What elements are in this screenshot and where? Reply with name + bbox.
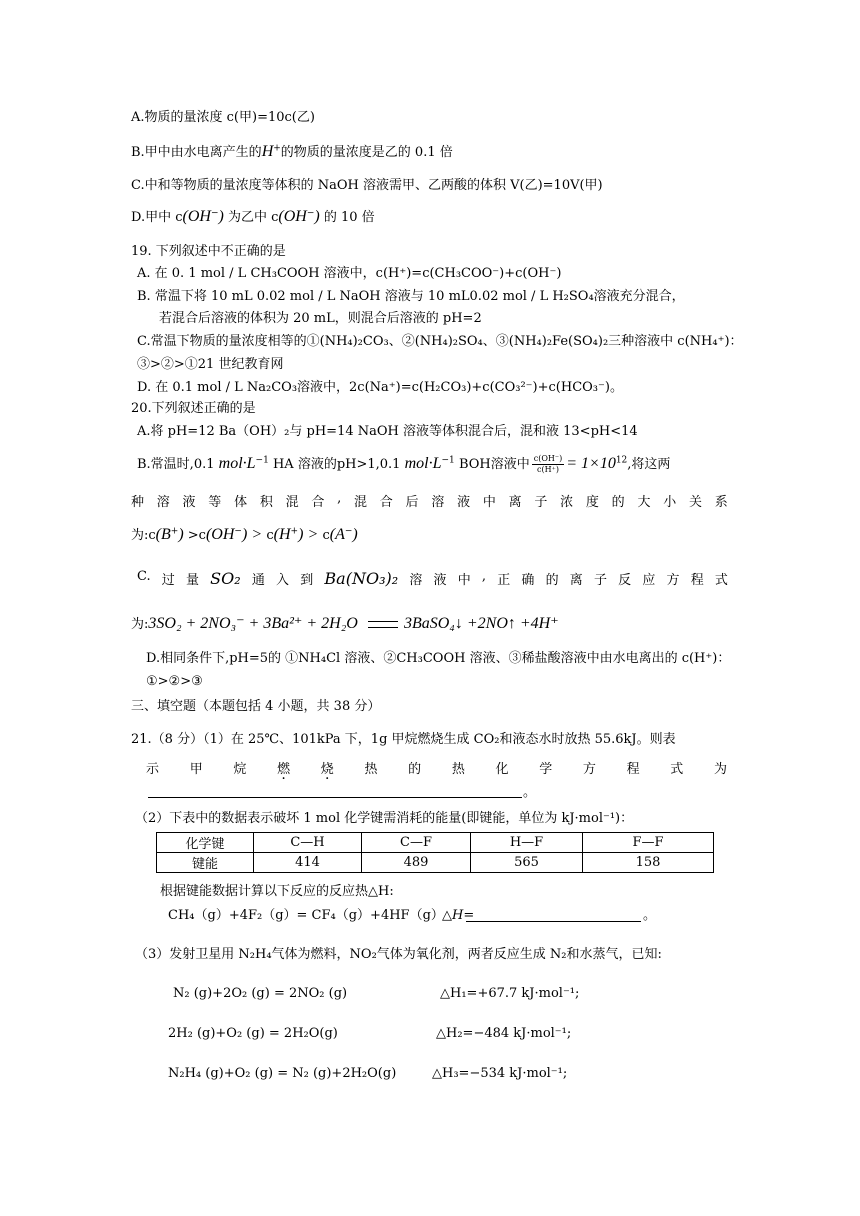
q18-option-d-ion-1: OH (187, 208, 211, 225)
q21-part2-equation: CH₄（g）+4F₂（g）= CF₄（g）+4HF（g） (168, 908, 444, 923)
q20-c-eq-lhs: 3SO₂ + 2NO₃⁻ + 3Ba²⁺ + 2H₂O (148, 615, 358, 632)
thermo-equation-1: N₂ (g)+2O₂ (g) = 2NO₂ (g) (173, 986, 348, 1001)
q20-b-word: 系 (714, 495, 728, 510)
q18-option-b-ion: H (261, 143, 274, 160)
q20-b-word: 后 (405, 495, 419, 510)
q18-option-d-mid: 为乙中 c (227, 210, 279, 225)
table-cell: 489 (362, 853, 471, 873)
q19-option-b-line1: B. 常温下将 10 mL 0.02 mol / L NaOH 溶液与 10 mL0.02 mol / L H₂SO₄溶液充分混合， (137, 289, 685, 304)
q19-option-c-line1: C.常温下物质的量浓度相等的①(NH₄)₂CO₃、②(NH₄)₂SO₄、③(NH₄)₂Fe(SO₄)₂三种溶液中 c(NH₄⁺)： (137, 334, 743, 349)
q18-option-b: B.甲中由水电离产生的H+的物质的量浓度是乙的 0.1 倍 (131, 143, 453, 160)
q18-option-a: A.物质的量浓度 c(甲)=10c(乙) (131, 110, 315, 125)
q20-b-word: 混 (354, 495, 368, 510)
q19-option-b-line2: 若混合后溶液的体积为 20 mL，则混合后溶液的 pH=2 (159, 311, 482, 326)
thermo-equation-3: N₂H₄ (g)+O₂ (g) = N₂ (g)+2H₂O(g) (168, 1066, 397, 1081)
q20-b-part3: BOH溶液中 (458, 457, 530, 472)
q21-part2-calc: 根据键能数据计算以下反应的反应热△H: (160, 884, 394, 899)
q20-c-word: 程 (690, 573, 704, 588)
q21-word: 学 (539, 762, 553, 777)
q21-word: 烧 · (321, 758, 334, 777)
table-cell: 565 (471, 853, 583, 873)
q20-c-word: 应 (642, 573, 656, 588)
q20-option-a: A.将 pH=12 Ba（OH）₂与 pH=14 NaOH 溶液等体积混合后，混和液 13<pH<14 (137, 424, 638, 439)
q21-part2-intro: （2）下表中的数据表示破坏 1 mol 化学键需消耗的能量(即键能，单位为 kJ·mol⁻¹)： (135, 811, 634, 826)
q18-option-d: D.甲中 c(OH−) 为乙中 c(OH−) 的 10 倍 (131, 208, 375, 225)
q20-b-word: 等 (208, 495, 222, 510)
q18-option-c: C.中和等物质的量浓度等体积的 NaOH 溶液需甲、乙两酸的体积 V(乙)=10V(甲) (131, 178, 603, 193)
q20-b-word: 子 (534, 495, 548, 510)
q20-b-word: , (337, 491, 342, 506)
q21-line2 (146, 758, 727, 777)
q20-b-part2: HA 溶液的pH>1,0.1 (272, 457, 401, 472)
thermo-equation-2: 2H₂ (g)+O₂ (g) = 2H₂O(g) (168, 1026, 338, 1041)
table-cell: 158 (583, 853, 714, 873)
q18-option-d-pre: D.甲中 c (131, 210, 183, 225)
q20-b-part5: ,将这两 (627, 457, 671, 472)
q20-b-word: 中 (482, 495, 496, 510)
q20-c-eq-rhs: 3BaSO₄↓ +2NO↑ +4H⁺ (403, 615, 559, 632)
q20-b-word: 度 (585, 495, 599, 510)
q20-b-word: 离 (508, 495, 522, 510)
q20-c-word: 反 (618, 573, 632, 588)
table-cell: 键能 (157, 853, 254, 873)
q20-b-ratio: = 1×10 (566, 455, 616, 472)
q20-b-word: 的 (611, 495, 625, 510)
section-heading: 三、填空题（本题包括 4 小题，共 38 分） (131, 699, 381, 714)
q20-c-word: SO₂ (210, 569, 241, 588)
table-header-cell: F—F (583, 833, 714, 853)
q20-c-word: 离 (569, 573, 583, 588)
answer-blank-1[interactable] (148, 797, 522, 798)
q20-c-word: 通 (251, 573, 265, 588)
q20-b-word: 种 (131, 495, 145, 510)
q21-word: 程 (626, 762, 640, 777)
q21-part3-intro: （3）发射卫星用 N₂H₄气体为燃料，NO₂气体为氧化剂，两者反应生成 N₂和水蒸气，已知: (135, 947, 662, 962)
table-header-cell: 化学键 (157, 833, 254, 853)
q20-b-word: 浓 (560, 495, 574, 510)
table-header-cell: C—H (254, 833, 362, 853)
q19-option-c-line2: ③>②>①21 世纪教育网 (137, 357, 284, 372)
q20-c-word: 子 (593, 573, 607, 588)
q20-c-word: 到 (300, 573, 314, 588)
q18-option-d-ion-2: OH (283, 208, 307, 225)
q18-option-b-post: 的物质的量浓度是乙的 0.1 倍 (280, 145, 453, 160)
q20-b-word: 大 (637, 495, 651, 510)
q20-option-c-line1 (137, 569, 728, 588)
q21-part2-end: 。 (643, 908, 657, 923)
q20-c-word: 确 (521, 573, 535, 588)
q20-b-unit-2: mol·L (404, 455, 442, 472)
q20-b-word: 积 (259, 495, 273, 510)
q19-option-a: A. 在 0. 1 mol / L CH₃COOH 溶液中，c(H⁺)=c(CH₃COO⁻)+c(OH⁻) (137, 266, 562, 281)
q21-word: 甲 (189, 762, 203, 777)
table-header-cell: C—F (362, 833, 471, 853)
q21-word: 式 (670, 762, 684, 777)
table-header-cell: H—F (471, 833, 583, 853)
q20-c-word: 中 (457, 573, 471, 588)
thermo-dh-1: △H₁=+67.7 kJ·mol⁻¹; (440, 986, 580, 1001)
double-arrow-icon (368, 621, 398, 628)
q21-word: 燃 · (277, 758, 290, 777)
q21-word: 烷 (233, 762, 247, 777)
q19-option-d: D. 在 0.1 mol / L Na₂CO₃溶液中，2c(Na⁺)=c(H₂CO₃)+c(CO₃²⁻)+c(HCO₃⁻)。 (137, 380, 623, 395)
q20-b-part1: B.常温时,0.1 (137, 457, 215, 472)
q20-option-b-line1: B.常温时,0.1 $mol\cdot L^{-1}$ HA 溶液的pH>1,0.1 $mol\cdot L^{-1}$ BOH溶液中 $\frac{c(OH^-)}{c(H^+)}$ = $1\times 10^{12}$,将这两 (137, 454, 671, 474)
q18-option-d-post: 的 10 倍 (323, 210, 375, 225)
q21-word: 示 (146, 762, 160, 777)
q19-stem: 19. 下列叙述中不正确的是 (131, 244, 286, 259)
q18-option-b-pre: B.甲中由水电离产生的 (131, 145, 262, 160)
q20-option-d-line2: ①>②>③ (146, 674, 203, 689)
q21-word: 方 (582, 762, 596, 777)
q20-option-b-line3: 为:c(B+) >c(OH−) > c(H+) > c(A−) (131, 526, 358, 543)
q20-b-word: 合 (311, 495, 325, 510)
table-row (157, 853, 714, 873)
q21-word: 的 (408, 762, 422, 777)
q20-b-word: 小 (663, 495, 677, 510)
q20-c-word: 量 (185, 573, 199, 588)
q20-b-word: 体 (234, 495, 248, 510)
q21-word: 热 (451, 762, 465, 777)
q20-c-word: 入 (276, 573, 290, 588)
q20-c-word: 溶 (409, 573, 423, 588)
q20-c-word: 方 (666, 573, 680, 588)
q21-part2-dh: △H= (442, 908, 475, 923)
q20-b-unit-1: mol·L (218, 455, 256, 472)
q21-word: 为 (713, 762, 727, 777)
q20-b-line3-pre: 为:c (131, 528, 156, 543)
q20-option-d-line1: D.相同条件下,pH=5的 ①NH₄Cl 溶液、②CH₃COOH 溶液、③稀盐酸溶液中由水电离出的 c(H⁺)： (146, 651, 731, 666)
q20-c-word: 液 (433, 573, 447, 588)
q20-b-word: 溶 (156, 495, 170, 510)
q20-c-word: 的 (545, 573, 559, 588)
q20-b-word: 液 (457, 495, 471, 510)
q20-b-word: 关 (688, 495, 702, 510)
q20-c-word: C. (137, 569, 151, 584)
q20-b-fraction: $\frac{c(OH^-)}{c(H^+)}$ (533, 454, 563, 474)
table-cell: 414 (254, 853, 362, 873)
q20-stem: 20.下列叙述正确的是 (131, 401, 256, 416)
q21-word: 热 (364, 762, 378, 777)
bond-energy-table (156, 832, 714, 873)
q20-b-word: 溶 (431, 495, 445, 510)
answer-blank-2[interactable] (466, 921, 641, 922)
table-header-row (157, 833, 714, 853)
q20-b-word: 液 (182, 495, 196, 510)
q20-c-eq-pre: 为: (131, 617, 149, 632)
q20-option-c-equation (131, 615, 559, 634)
thermo-dh-3: △H₃=−534 kJ·mol⁻¹; (432, 1066, 568, 1081)
q21-line1: 21.（8 分）（1）在 25℃、101kPa 下，1g 甲烷燃烧生成 CO₂和液态水时放热 55.6kJ。则表 (131, 732, 676, 747)
q21-word: 化 (495, 762, 509, 777)
q21-blank-end: 。 (523, 785, 537, 800)
q20-option-b-line2 (131, 491, 728, 510)
q20-c-word: Ba(NO₃)₂ (324, 569, 399, 588)
q20-c-word: 过 (161, 573, 175, 588)
thermo-dh-2: △H₂=−484 kJ·mol⁻¹; (436, 1026, 572, 1041)
q20-c-word: , (481, 569, 487, 584)
q20-b-word: 混 (285, 495, 299, 510)
q20-c-word: 式 (714, 573, 728, 588)
q20-c-word: 正 (497, 573, 511, 588)
q20-b-word: 合 (379, 495, 393, 510)
